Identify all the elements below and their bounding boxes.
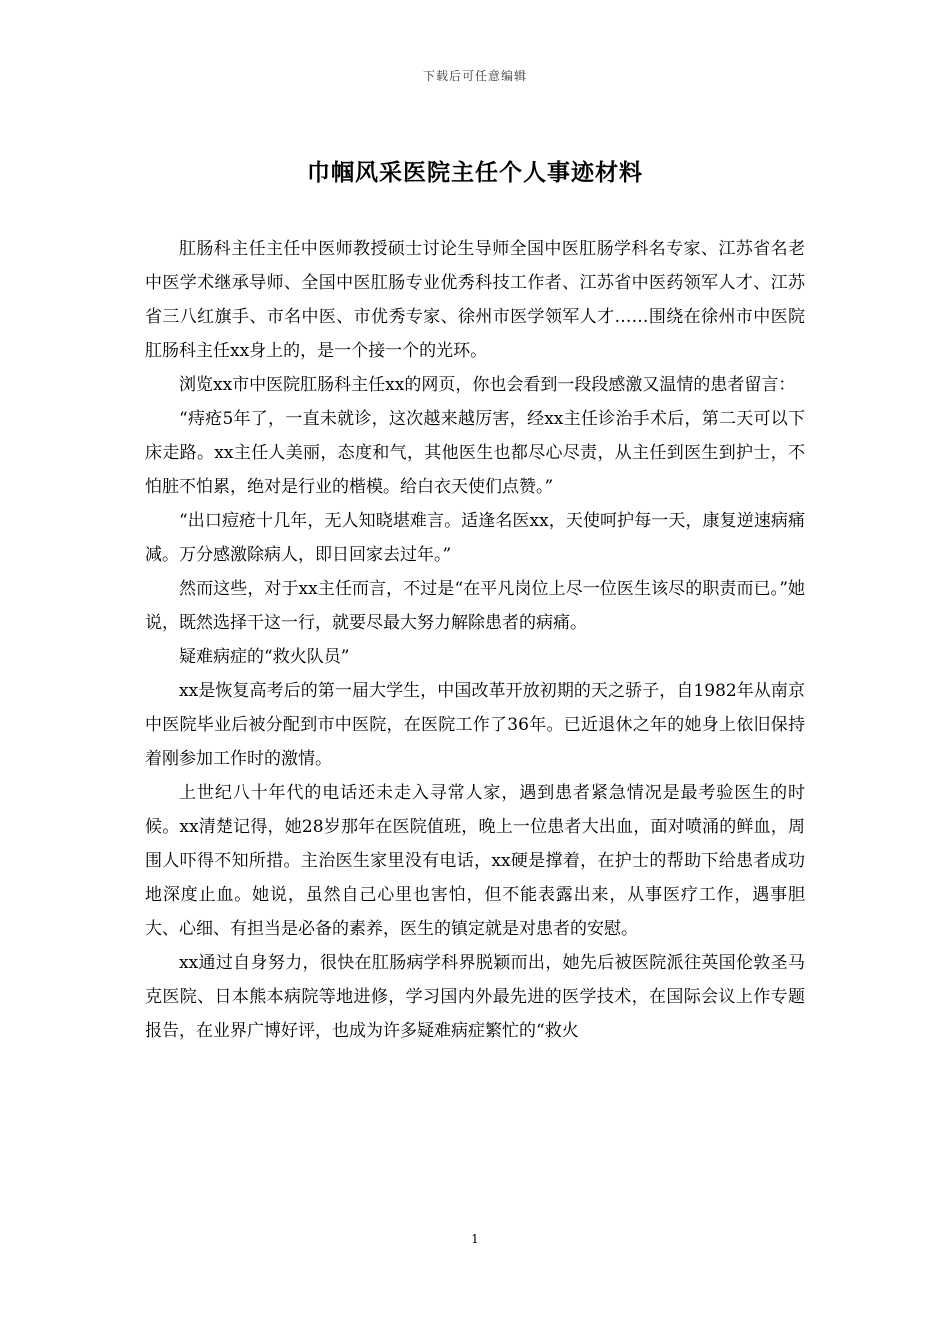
- document-body: [145, 232, 805, 1048]
- paragraph: 肛肠科主任主任中医师教授硕士讨论生导师全国中医肛肠学科名专家、江苏省名老中医学术继承导师、全国中医肛肠专业优秀科技工作者、江苏省中医药领军人才、江苏省三八红旗手、市名中医、市优秀专家、徐州市医学领军人才……围绕在徐州市中医院肛肠科主任xx身上的，是一个接一个的光环。: [145, 239, 805, 361]
- page-number: 1: [471, 1232, 479, 1246]
- paragraph: xx通过自身努力，很快在肛肠病学科界脱颖而出，她先后被医院派往英国伦敦圣马克医院、日本熊本病院等地进修，学习国内外最先进的医学技术，在国际会议上作专题报告，在业界广博好评，也成为许多疑难病症繁忙的“救火: [145, 953, 805, 1041]
- paragraph: 然而这些，对于xx主任而言，不过是“在平凡岗位上尽一位医生该尽的职责而已。”她说，既然选择干这一行，就要尽最大努力解除患者的病痛。: [145, 579, 805, 633]
- paragraph: xx是恢复高考后的第一届大学生，中国改革开放初期的天之骄子，自1982年从南京中医院毕业后被分配到市中医院，在医院工作了36年。已近退休之年的她身上依旧保持着刚参加工作时的激情。: [145, 681, 805, 769]
- paragraph: 上世纪八十年代的电话还未走入寻常人家，遇到患者紧急情况是最考验医生的时候。xx清楚记得，她28岁那年在医院值班，晚上一位患者大出血，面对喷涌的鲜血，周围人吓得不知所措。主治医生家里没有电话，xx硬是撑着，在护士的帮助下给患者成功地深度止血。她说，虽然自己心里也害怕，但不能表露出来，从事医疗工作，遇事胆大、心细、有担当是必备的素养，医生的镇定就是对患者的安慰。: [145, 783, 805, 939]
- paragraph: 浏览xx市中医院肛肠科主任xx的网页，你也会看到一段段感激又温情的患者留言：: [179, 375, 796, 395]
- paragraph: “痔疮5年了，一直未就诊，这次越来越厉害，经xx主任诊治手术后，第二天可以下床走路。xx主任人美丽，态度和气，其他医生也都尽心尽责，从主任到医生到护士，不怕脏不怕累，绝对是行业的楷模。给白衣天使们点赞。”: [145, 409, 805, 497]
- document-title: 巾帼风采医院主任个人事迹材料: [307, 159, 643, 186]
- header-note: 下载后可任意编辑: [422, 69, 527, 83]
- paragraph: “出口痘疮十几年，无人知晓堪难言。适逢名医xx，天使呵护每一天，康复逆速病痛减。万分感激除病人，即日回家去过年。”: [145, 511, 805, 565]
- section-heading: 疑难病症的“救火队员”: [179, 647, 350, 667]
